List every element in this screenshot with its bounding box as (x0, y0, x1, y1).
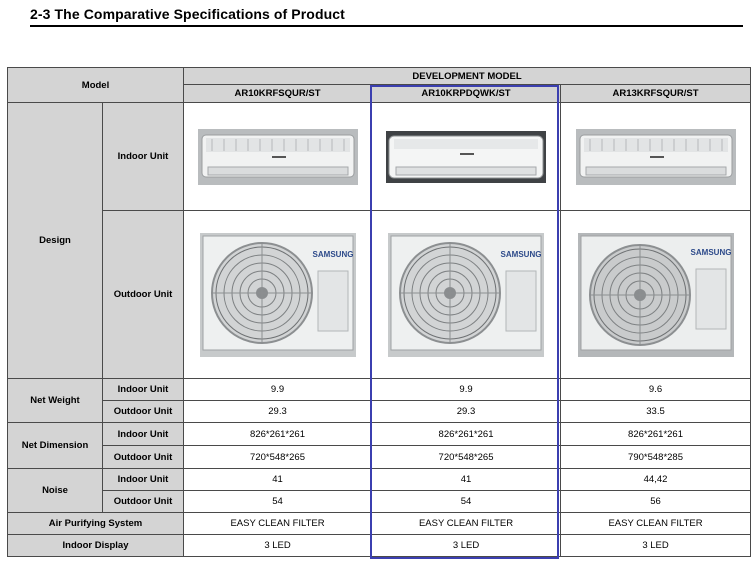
air-purifying-3: EASY CLEAN FILTER (561, 513, 751, 535)
indoor-display-1: 3 LED (184, 535, 372, 557)
net-weight-indoor-2: 9.9 (372, 379, 561, 401)
net-weight-label: Net Weight (8, 379, 103, 423)
net-dimension-indoor-2: 826*261*261 (372, 423, 561, 446)
net-weight-outdoor-3: 33.5 (561, 401, 751, 423)
noise-indoor-1: 41 (184, 469, 372, 491)
net-dimension-outdoor-label: Outdoor Unit (103, 446, 184, 469)
noise-label: Noise (8, 469, 103, 513)
net-dimension-indoor-1: 826*261*261 (184, 423, 372, 446)
net-dimension-indoor-3: 826*261*261 (561, 423, 751, 446)
noise-outdoor-3: 56 (561, 491, 751, 513)
model-name-3: AR13KRFSQUR/ST (561, 85, 751, 103)
indoor-unit-picture (576, 129, 736, 185)
design-indoor-label: Indoor Unit (103, 103, 184, 211)
design-outdoor-label: Outdoor Unit (103, 211, 184, 379)
noise-indoor-label: Indoor Unit (103, 469, 184, 491)
air-purifying-2: EASY CLEAN FILTER (372, 513, 561, 535)
net-weight-outdoor-label: Outdoor Unit (103, 401, 184, 423)
indoor-display-2: 3 LED (372, 535, 561, 557)
brand-logo: SAMSUNG (312, 249, 353, 259)
net-weight-outdoor-1: 29.3 (184, 401, 372, 423)
indoor-unit-image-1 (184, 103, 372, 211)
noise-outdoor-1: 54 (184, 491, 372, 513)
noise-indoor-2: 41 (372, 469, 561, 491)
net-dimension-indoor-label: Indoor Unit (103, 423, 184, 446)
page-title: 2-3 The Comparative Specifications of Product (30, 6, 345, 22)
indoor-unit-image-2 (372, 103, 561, 211)
outdoor-unit-picture (578, 233, 734, 357)
spec-table (7, 67, 751, 557)
indoor-display-label: Indoor Display (8, 535, 184, 557)
brand-logo: SAMSUNG (690, 247, 731, 257)
design-label: Design (8, 103, 103, 379)
noise-outdoor-2: 54 (372, 491, 561, 513)
net-dimension-label: Net Dimension (8, 423, 103, 469)
outdoor-unit-picture (200, 233, 356, 357)
indoor-unit-image-3 (561, 103, 751, 211)
net-dimension-outdoor-1: 720*548*265 (184, 446, 372, 469)
net-dimension-outdoor-3: 790*548*285 (561, 446, 751, 469)
noise-indoor-3: 44,42 (561, 469, 751, 491)
air-purifying-1: EASY CLEAN FILTER (184, 513, 372, 535)
outdoor-unit-image-3 (561, 211, 751, 379)
model-header: Model (8, 68, 184, 103)
indoor-unit-picture (198, 129, 358, 185)
model-name-1: AR10KRFSQUR/ST (184, 85, 372, 103)
brand-logo: SAMSUNG (500, 249, 542, 259)
net-weight-indoor-1: 9.9 (184, 379, 372, 401)
net-weight-indoor-3: 9.6 (561, 379, 751, 401)
outdoor-unit-picture (388, 233, 544, 357)
title-underline (30, 25, 743, 27)
indoor-unit-picture (386, 131, 546, 183)
development-model-header: DEVELOPMENT MODEL (184, 68, 751, 85)
outdoor-unit-image-2 (372, 211, 561, 379)
net-weight-outdoor-2: 29.3 (372, 401, 561, 423)
air-purifying-label: Air Purifying System (8, 513, 184, 535)
outdoor-unit-image-1 (184, 211, 372, 379)
net-weight-indoor-label: Indoor Unit (103, 379, 184, 401)
indoor-display-3: 3 LED (561, 535, 751, 557)
noise-outdoor-label: Outdoor Unit (103, 491, 184, 513)
model-name-2: AR10KRPDQWK/ST (372, 85, 561, 103)
net-dimension-outdoor-2: 720*548*265 (372, 446, 561, 469)
